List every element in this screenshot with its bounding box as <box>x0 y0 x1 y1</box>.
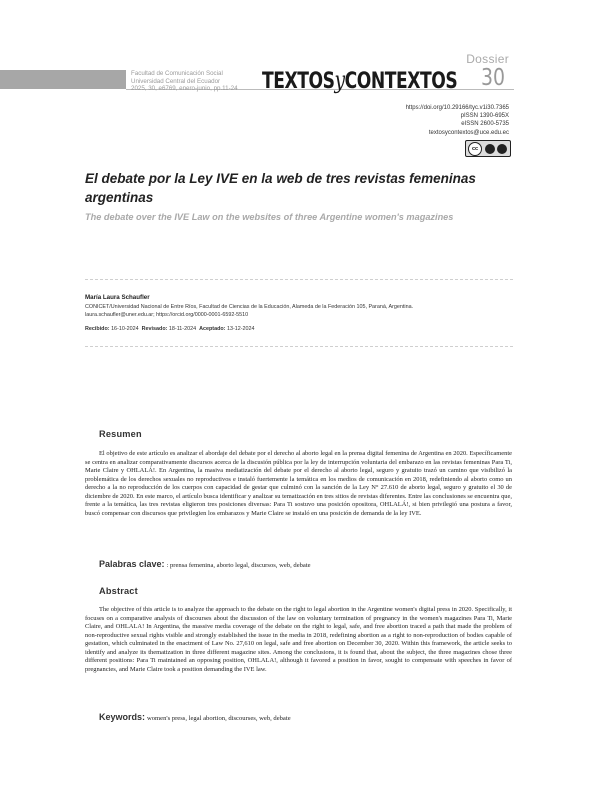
palabras-clave-label: Palabras clave: <box>99 559 165 569</box>
revised-date: 18-11-2024 <box>168 326 197 332</box>
author-affiliation <box>85 303 413 319</box>
issue-number: 30 <box>481 65 506 91</box>
cc-nc-icon <box>497 144 507 154</box>
resumen-heading: Resumen <box>99 429 142 439</box>
journal-email[interactable]: textosycontextos@uce.edu.ec <box>428 129 509 136</box>
resumen-keywords <box>99 559 311 569</box>
author-contact[interactable]: laura.schaufler@uner.edu.ar; https://orcid.org/0000-0001-6592-5510 <box>85 312 249 318</box>
journal-logo <box>262 66 457 94</box>
pissn: pISSN 1390-695X <box>460 113 509 120</box>
resumen-text: El objetivo de este artículo es analizar el abordaje del debate por el derecho al aborto legal en la prensa digital femenina de Argentina en 2020. Específicamente se centra en analizar comparativamente discursos acerca de la discusión pública por la ley de interrupción voluntaria del embarazo en las revistas femeninas Para Ti, Marie Claire y OHLALÁ!. En Argentina, la masiva mediatización del debate por el derecho al aborto legal, seguro y gratuito trazó un camino que visibilizó la problemática de los derechos sexuales no reproductivos e instaló fuertemente la temática en los medios de comunicación en 2018, redefiniendo al aborto como un derecho a la no reproducción de los cuerpos con capacidad de gestar que culminó con la sanción de la Ley N° 27.610 de aborto legal, seguro y gratuito el 30 de diciembre de 2020. En este marco, el artículo busca identificar y analizar su tematización en tres sitios de revistas diferentes. Entre las conclusiones se encuentra que, frente a la temática, las tres revistas eligieron tres posiciones diversas: Para Ti sostuvo una posición opositora, OHLALÁ!, si bien privilegió una postura a favor, buscó compensar con discursos que privilegien los embarazos y Marie Claire se instaló en una posición de demanda de la ley IVE. <box>85 450 512 517</box>
revised-label: Revisado: <box>141 326 168 332</box>
logo-y: y <box>334 66 345 94</box>
affiliation-line: CONICET/Universidad Nacional de Entre Ríos, Facultad de Ciencias de la Educación, Alameda de la Federación 105, Paraná, Argentina. <box>85 304 414 310</box>
received-date: 16-10-2024 <box>111 326 139 332</box>
accepted-date: 13-12-2024 <box>226 326 255 332</box>
article-title-es: El debate por la Ley IVE en la web de tres revistas femeninas argentinas <box>85 171 476 205</box>
divider-bottom <box>85 346 513 347</box>
journal-info <box>131 70 238 93</box>
divider-top <box>85 279 513 280</box>
journal-volume: 2025, 30, e6769, enero-junio, pp.11-24 <box>131 85 238 93</box>
logo-textos: TEXTOS <box>262 69 335 94</box>
article-title-en: The debate over the IVE Law on the websites of three Argentine women's magazines <box>85 212 454 222</box>
keywords-values: women's press, legal abortion, discourses, web, debate <box>146 715 291 722</box>
header-grey-bar <box>0 70 126 89</box>
cc-license-badge[interactable] <box>465 140 511 157</box>
identifiers-block <box>406 104 509 137</box>
doi-link[interactable]: https://doi.org/10.29166/tyc.v1i30.7365 <box>405 105 509 111</box>
abstract-keywords <box>99 712 291 722</box>
abstract-text: The objective of this article is to analyze the approach to the debate on the right to legal abortion in the Argentine women's digital press in 2020. Specifically, it focuses on a comparative analysis of discourses about the discussion of the law on voluntary termination of pregnancy in the women's magazines Para Ti, Marie Claire, and OHLALA! In Argentina, the massive media coverage of the debate on the right to legal, safe, and free abortion traced a path that made the problem of non-reproductive sexual rights visible and strongly established the issue in the media in 2018, redefining abortion as a right to non-reproduction of bodies capable of gestation, which culminated in the enactment of Law No. 27,610 on legal, safe and free abortion on December 30, 2020. Within this framework, the article seeks to identify and analyze its thematization in three different magazine sites. Among the conclusions, it is found that, about the subject, the three magazines chose three different positions: Para Ti maintained an opposing position, OHLALA!, although it favored a position in favor, sought to compensate with speeches in favor of pregnancies, and Marie Claire took a position demanding the IVE law. <box>85 606 512 673</box>
journal-university: Universidad Central del Ecuador <box>131 77 221 85</box>
keywords-label: Keywords: <box>99 712 146 722</box>
article-dates <box>85 326 255 332</box>
section-label: Dossier <box>466 52 509 66</box>
journal-faculty: Facultad de Comunicación Social <box>131 70 223 77</box>
cc-by-icon <box>485 144 495 154</box>
received-label: Recibido: <box>85 326 110 332</box>
palabras-clave-values: : prensa femenina, aborto legal, discursos, web, debate <box>166 562 311 569</box>
eissn: eISSN 2600-5735 <box>461 121 509 128</box>
logo-contextos: CONTEXTOS <box>344 69 458 94</box>
cc-icon: cc <box>468 142 482 156</box>
accepted-label: Aceptado: <box>199 326 226 332</box>
abstract-heading: Abstract <box>99 586 138 596</box>
author-name: María Laura Schaufler <box>85 294 150 301</box>
